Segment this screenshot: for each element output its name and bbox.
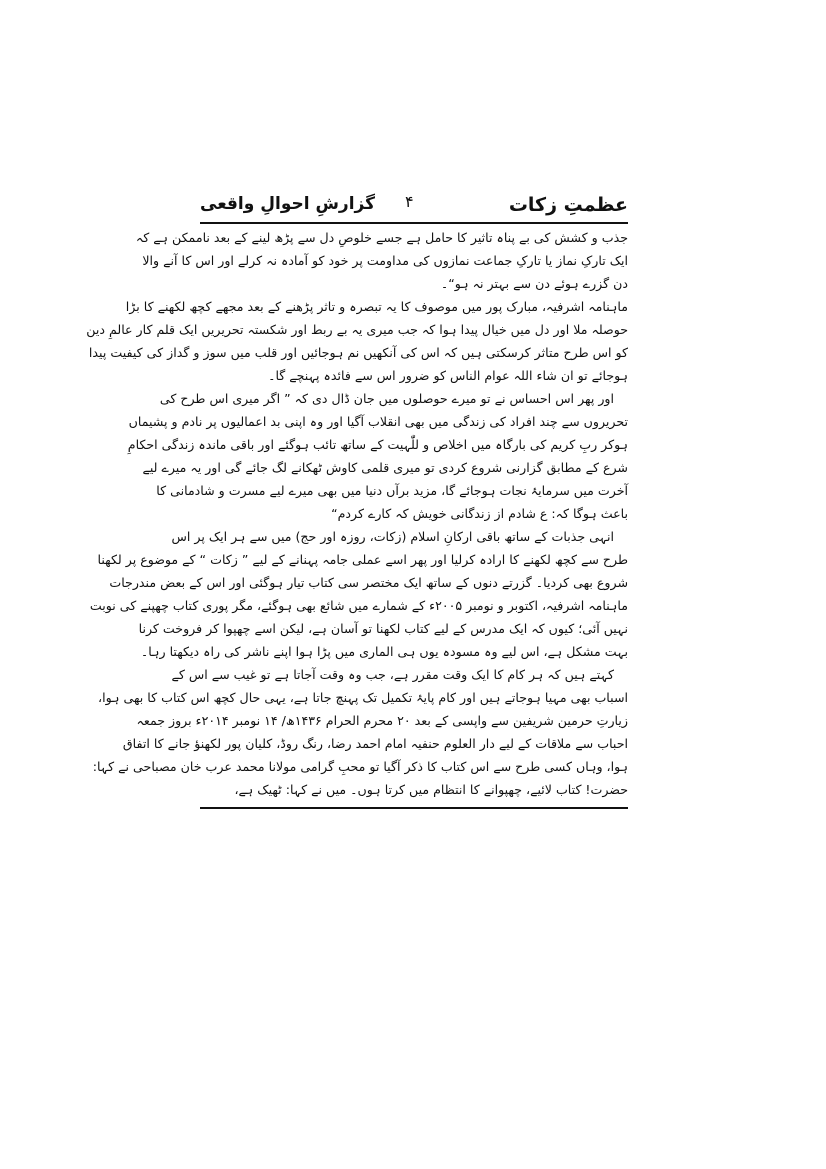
text-line: جذب و کشش کی بے پناہ تاثیر کا حامل ہے جسے خلوصِ دل سے پڑھ لینے کے بعد ناممکن ہے کہ <box>135 230 628 245</box>
text-line: حضرت! کتاب لائیے، چھپوانے کا انتظام میں کرتا ہوں۔ میں نے کہا: ٹھیک ہے، <box>234 782 628 797</box>
text-line: کہتے ہیں کہ ہر کام کا ایک وقت مقرر ہے، جب وہ وقت آجاتا ہے تو غیب سے اس کے <box>171 667 614 682</box>
paragraph <box>86 295 628 387</box>
text-line: ایک تارکِ نماز یا تارکِ جماعت نمازوں کی مداومت پر خود کو آمادہ نہ کرلے اور اس کا آنے والا <box>142 253 628 268</box>
paragraph <box>92 663 628 801</box>
section-title: گزارشِ احوالِ واقعی <box>200 194 376 214</box>
footer-rule <box>200 807 628 809</box>
text-line: ہوکر ربِ کریم کی بارگاہ میں اخلاص و للّٰہیت کے ساتھ تائب ہوگئے اور باقی ماندہ زندگی احکامِ <box>127 437 628 452</box>
paragraph <box>127 387 628 525</box>
text-line: طرح سے کچھ لکھنے کا ارادہ کرلیا اور پھر اسے عملی جامہ پہنانے کے لیے ” زکات “ کے موضوع پر لکھنا <box>97 552 628 567</box>
text-line: کو اس طرح متاثر کرسکتی ہیں کہ اس کی آنکھیں نم ہوجائیں اور قلب میں سوز و گداز کی کیفیت پیدا <box>88 345 628 360</box>
paragraph <box>135 226 628 295</box>
text-line: اسباب بھی مہیا ہوجاتے ہیں اور کام پایۂ تکمیل تک پہنچ جاتا ہے، یہی حال کچھ اس کتاب کا بھی ہوا، <box>98 690 628 705</box>
book-title: عظمتِ زکات <box>508 194 628 216</box>
text-line: آخرت میں سرمایۂ نجات ہوجائے گا، مزید برآں دنیا میں بھی میرے لیے مسرت و شادمانی کا <box>156 483 628 498</box>
text-line: باعث ہوگا کہ: ع شادم از زندگانی خویش کہ کارے کردم“ <box>331 506 628 521</box>
text-line: ماہنامہ اشرفیہ، مبارک پور میں موصوف کا یہ تبصرہ و تاثر پڑھنے کے بعد مجھے کچھ لکھنے کا بڑا <box>125 299 628 314</box>
text-line: انہی جذبات کے ساتھ باقی ارکانِ اسلام (زکات، روزہ اور حج) میں سے ہر ایک پر اس <box>171 529 614 544</box>
text-line: حوصلہ ملا اور دل میں خیال پیدا ہوا کہ جب میری یہ بے ربط اور شکستہ تحریریں ایک قلم کار عالمِ دین <box>86 322 628 337</box>
text-line: ہوا، وہاں کسی طرح سے اس کتاب کا ذکر آگیا تو محبِ گرامی مولانا محمد عرب خان مصباحی نے کہا: <box>92 759 628 774</box>
text-line: تحریروں سے چند افراد کی زندگی میں بھی انقلاب آگیا اور وہ اپنی بد اعمالیوں پر نادم و پشیماں <box>128 414 628 429</box>
text-line: شروع بھی کردیا۔ گزرتے دنوں کے ساتھ ایک مختصر سی کتاب تیار ہوگئی اور اس کے بعض مندرجات <box>109 575 628 590</box>
body-text <box>86 224 628 801</box>
text-line: نہیں آئی؛ کیوں کہ ایک مدرس کے لیے کتاب لکھنا تو آسان ہے، لیکن اسے چھپوا کر فروخت کرنا <box>138 621 628 636</box>
paragraph <box>89 525 628 663</box>
text-line: شرع کے مطابق گزارنی شروع کردی تو میری قلمی کاوش ٹھکانے لگ جائے گی اور یہ میرے لیے <box>142 460 628 475</box>
text-line: ہوجائے تو ان شاء اللہ عوام الناس کو ضرور اس سے فائدہ پہنچے گا۔ <box>268 368 628 383</box>
page-number: ۴ <box>405 192 414 211</box>
text-line: احباب سے ملاقات کے لیے دار العلوم حنفیہ امام احمد رضا، رنگ روڈ، کلیان پور لکھنؤ جانے کا اتفاق <box>122 736 628 751</box>
running-header <box>200 192 628 222</box>
page-content <box>86 192 628 809</box>
text-line: زیارتِ حرمین شریفین سے واپسی کے بعد ۲۰ محرم الحرام ۱۴۳۶ھ/ ۱۴ نومبر ۲۰۱۴ء بروز جمعہ <box>136 713 628 728</box>
text-line: دن گزرے ہوئے دن سے بہتر نہ ہو“۔ <box>440 276 628 291</box>
text-line: بہت مشکل ہے، اس لیے وہ مسودہ یوں ہی الماری میں پڑا ہوا اپنے ناشر کی راہ دیکھتا رہا۔ <box>140 644 628 659</box>
text-line: ماہنامہ اشرفیہ، اکتوبر و نومبر ۲۰۰۵ء کے شمارے میں شائع بھی ہوگئے، مگر پوری کتاب چھپنے کی نوبت <box>89 598 628 613</box>
text-line: اور پھر اس احساس نے تو میرے حوصلوں میں جان ڈال دی کہ ” اگر میری اس طرح کی <box>159 391 614 406</box>
